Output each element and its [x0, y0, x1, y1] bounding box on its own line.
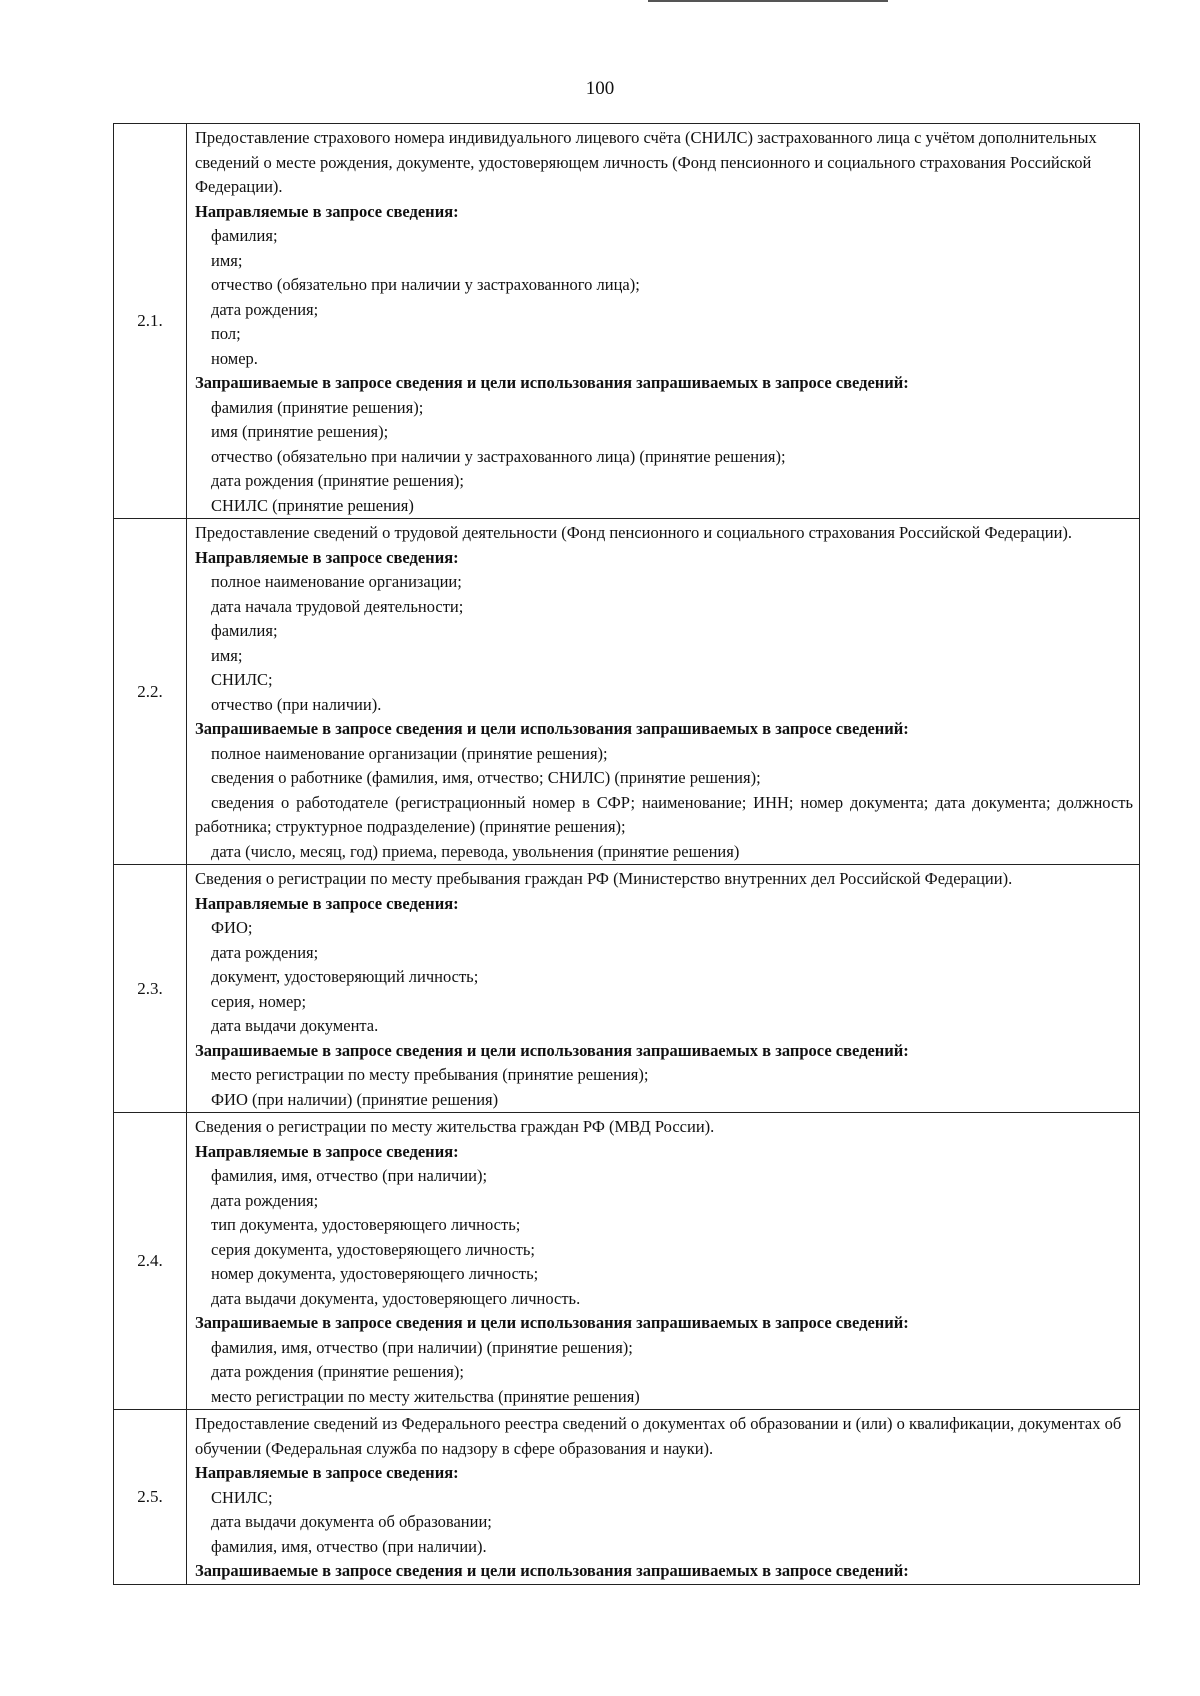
- list-item: дата рождения;: [211, 1190, 319, 1210]
- row-content: [187, 519, 1140, 865]
- requested-list: [195, 1063, 1133, 1112]
- table-row: [114, 1410, 1140, 1585]
- list-item: фамилия, имя, отчество (при наличии).: [211, 1536, 487, 1556]
- requested-list: [195, 396, 1133, 519]
- sent-heading: Направляемые в запросе сведения:: [195, 1463, 459, 1482]
- list-item: дата выдачи документа.: [211, 1016, 379, 1035]
- list-item: имя;: [211, 645, 243, 665]
- list-item: фамилия (принятие решения);: [211, 397, 424, 417]
- list-item: сведения о работнике (фамилия, имя, отчество; СНИЛС) (принятие решения);: [211, 768, 761, 787]
- list-item: ФИО (при наличии) (принятие решения): [211, 1089, 499, 1109]
- requested-heading: Запрашиваемые в запросе сведения и цели использования запрашиваемых в запросе сведений:: [195, 719, 909, 738]
- row-content: [187, 1410, 1140, 1585]
- row-number: 2.1.: [114, 124, 187, 519]
- table-row: [114, 865, 1140, 1113]
- requested-list: [195, 1336, 1133, 1410]
- row-number: 2.2.: [114, 519, 187, 865]
- sent-list: [195, 570, 1133, 717]
- sent-list: [195, 224, 1133, 371]
- list-item: имя;: [211, 250, 243, 270]
- list-item: фамилия;: [211, 621, 278, 640]
- list-item: отчество (обязательно при наличии у застрахованного лица) (принятие решения);: [211, 446, 786, 466]
- sent-list: [195, 1164, 1133, 1311]
- list-item: номер.: [211, 348, 258, 368]
- table-row: [114, 519, 1140, 865]
- table-row: [114, 1113, 1140, 1410]
- list-item: полное наименование организации;: [211, 572, 462, 591]
- requested-list: [195, 742, 1133, 865]
- row-content: [187, 124, 1140, 519]
- sent-heading: Направляемые в запросе сведения:: [195, 201, 459, 221]
- list-item: номер документа, удостоверяющего личность;: [211, 1264, 539, 1283]
- list-item: дата выдачи документа, удостоверяющего личность.: [211, 1288, 581, 1308]
- list-item: фамилия, имя, отчество (при наличии) (принятие решения);: [211, 1337, 633, 1357]
- row-content: [187, 1113, 1140, 1410]
- list-item: тип документа, удостоверяющего личность;: [211, 1215, 521, 1234]
- requested-heading: Запрашиваемые в запросе сведения и цели использования запрашиваемых в запросе сведений:: [195, 1313, 909, 1332]
- row-intro: Предоставление сведений о трудовой деятельности (Фонд пенсионного и социального страхования Российской Федерации).: [195, 523, 1073, 542]
- sent-heading: Направляемые в запросе сведения:: [195, 547, 459, 567]
- row-intro: Сведения о регистрации по месту жительства граждан РФ (МВД России).: [195, 1117, 715, 1136]
- list-item: пол;: [211, 324, 241, 343]
- list-item: серия документа, удостоверяющего личность;: [211, 1239, 535, 1259]
- requests-table-body: [114, 124, 1140, 1585]
- row-intro: Предоставление страхового номера индивидуального лицевого счёта (СНИЛС) застрахованного лица с учётом дополнительных сведений о месте рождения, документе, удостоверяющем личность (Фонд пенсионного и социального страхования Российской Федерации).: [195, 128, 1097, 196]
- list-item: дата рождения;: [211, 299, 319, 319]
- list-item: имя (принятие решения);: [211, 422, 389, 441]
- row-number: 2.3.: [114, 865, 187, 1113]
- row-intro: Предоставление сведений из Федерального реестра сведений о документах об образовании и (или) о квалификации, документах об обучении (Федеральная служба по надзору в сфере образования и науки).: [195, 1414, 1122, 1458]
- list-item: СНИЛС;: [211, 1487, 273, 1507]
- list-item: документ, удостоверяющий личность;: [211, 967, 479, 986]
- sent-list: [195, 916, 1133, 1039]
- list-item: сведения о работодателе (регистрационный номер в СФР; наименование; ИНН; номер документа; дата документа; должность работника; структурное подразделение) (принятие решения);: [195, 792, 1133, 836]
- list-item: дата рождения;: [211, 942, 319, 962]
- list-item: СНИЛС (принятие решения): [211, 495, 414, 515]
- list-item: серия, номер;: [211, 991, 307, 1011]
- top-rule: [648, 0, 888, 2]
- sent-heading: Направляемые в запросе сведения:: [195, 1141, 459, 1161]
- list-item: ФИО;: [211, 918, 253, 937]
- list-item: отчество (обязательно при наличии у застрахованного лица);: [211, 275, 640, 294]
- list-item: дата выдачи документа об образовании;: [211, 1512, 492, 1531]
- list-item: отчество (при наличии).: [211, 694, 382, 714]
- row-number: 2.4.: [114, 1113, 187, 1410]
- sent-list: [195, 1486, 1133, 1560]
- list-item: дата рождения (принятие решения);: [211, 471, 464, 490]
- row-content: [187, 865, 1140, 1113]
- list-item: дата начала трудовой деятельности;: [211, 596, 464, 616]
- requested-heading: Запрашиваемые в запросе сведения и цели использования запрашиваемых в запросе сведений:: [195, 373, 909, 392]
- requested-heading: Запрашиваемые в запросе сведения и цели использования запрашиваемых в запросе сведений:: [195, 1040, 909, 1060]
- list-item: место регистрации по месту пребывания (принятие решения);: [211, 1065, 649, 1084]
- list-item: фамилия;: [211, 226, 278, 245]
- list-item: полное наименование организации (принятие решения);: [211, 743, 608, 763]
- table-row: [114, 124, 1140, 519]
- list-item: дата рождения (принятие решения);: [211, 1362, 464, 1381]
- page-number: 100: [585, 78, 615, 99]
- list-item: СНИЛС;: [211, 670, 273, 689]
- requests-table: [113, 123, 1140, 1585]
- requested-heading: Запрашиваемые в запросе сведения и цели использования запрашиваемых в запросе сведений:: [195, 1561, 909, 1580]
- list-item: место регистрации по месту жительства (принятие решения): [211, 1386, 640, 1406]
- list-item: дата (число, месяц, год) приема, перевода, увольнения (принятие решения): [211, 841, 740, 861]
- row-intro: Сведения о регистрации по месту пребывания граждан РФ (Министерство внутренних дел Российской Федерации).: [195, 869, 1013, 888]
- sent-heading: Направляемые в запросе сведения:: [195, 893, 459, 913]
- row-number: 2.5.: [114, 1410, 187, 1585]
- list-item: фамилия, имя, отчество (при наличии);: [211, 1166, 488, 1185]
